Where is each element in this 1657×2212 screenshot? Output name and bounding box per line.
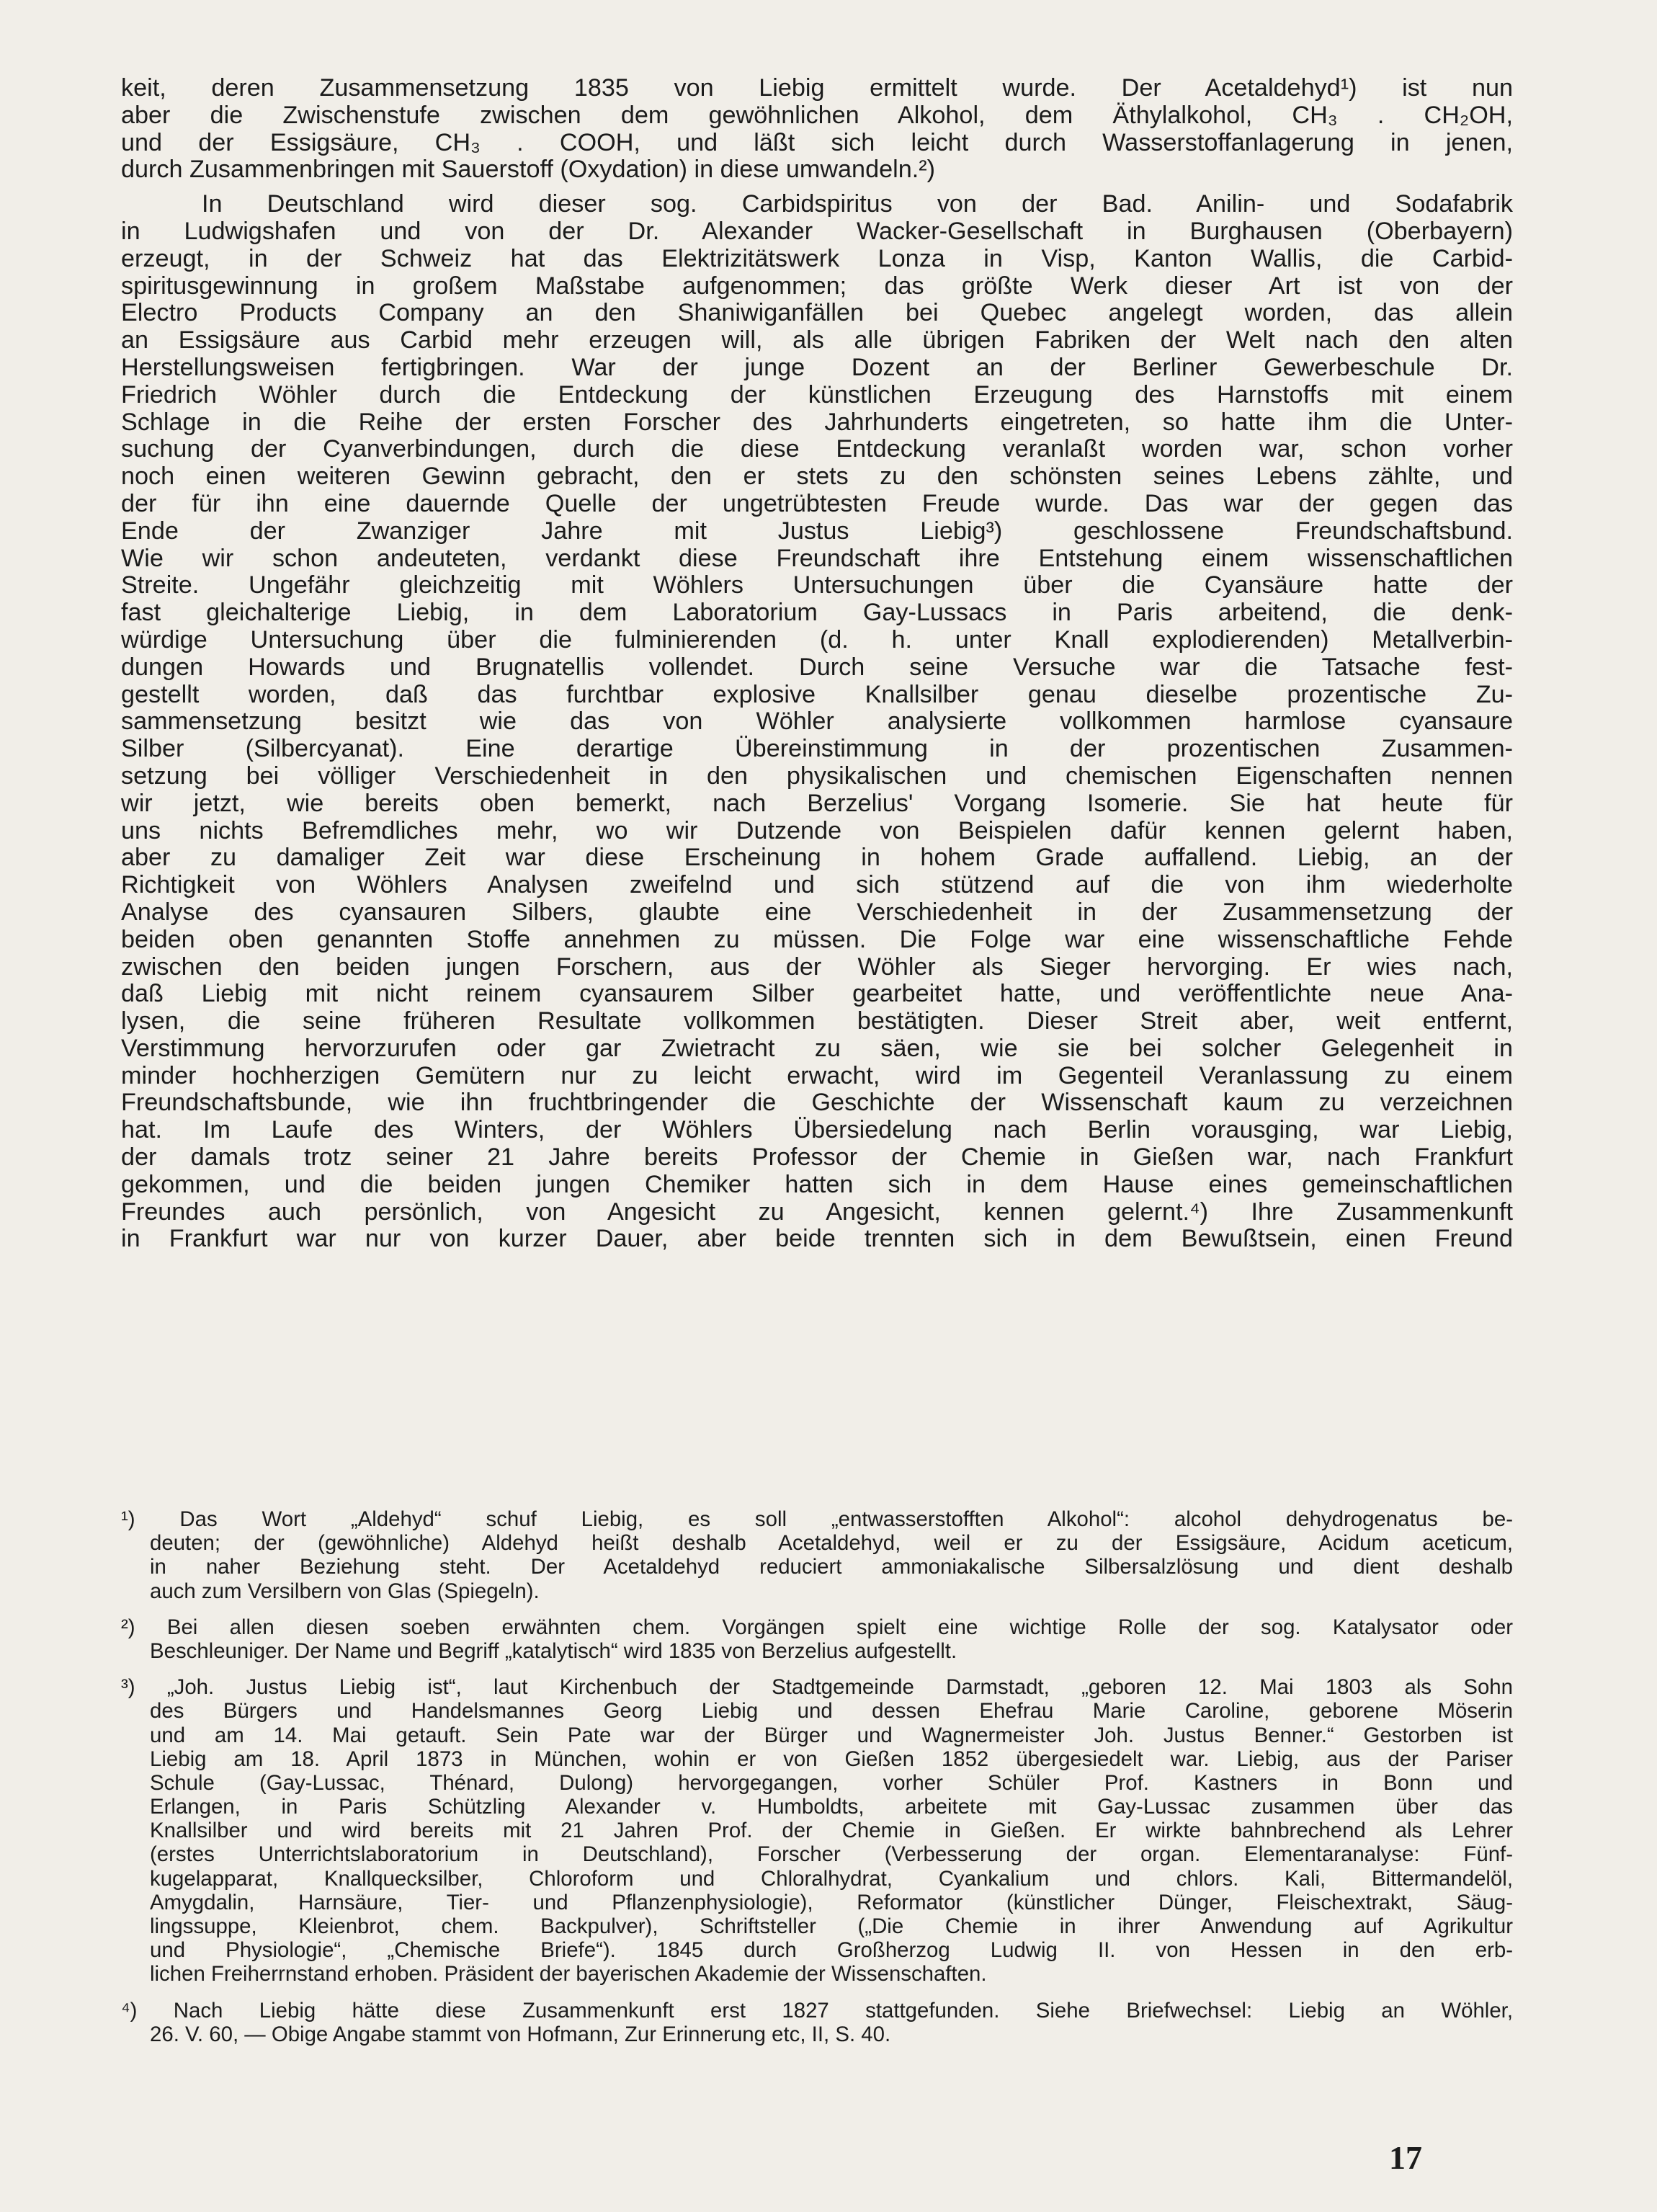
text-line: Richtigkeit von Wöhlers Analysen zweifelnd und sich stützend auf die von ihm wiederholte xyxy=(121,872,1513,899)
footnote-2 xyxy=(121,1615,1513,1663)
footnote-line: und Physiologie“, „Chemische Briefe“). 1845 durch Großherzog Ludwig II. von Hessen in den erb- xyxy=(150,1938,1513,1963)
footnote-3 xyxy=(121,1675,1513,1986)
footnote-line: Amygdalin, Harnsäure, Tier- und Pflanzenphysiologie), Reformator (künstlicher Dünger, Fleischextrakt, Säug- xyxy=(150,1890,1513,1914)
page-number: 17 xyxy=(1389,2139,1422,2176)
footnote-line: Liebig am 18. April 1873 in München, wohin er von Gießen 1852 übergesiedelt war. Liebig, aus der Pariser xyxy=(150,1747,1513,1771)
text-line: Streite. Ungefähr gleichzeitig mit Wöhlers Untersuchungen über die Cyansäure hatte der xyxy=(121,572,1513,599)
footnote-line: ²) Bei allen diesen soeben erwähnten chem. Vorgängen spielt eine wichtige Rolle der sog. Katalysator oder xyxy=(121,1615,1513,1639)
text-line: durch Zusammenbringen mit Sauerstoff (Oxydation) in diese umwandeln.²) xyxy=(121,156,935,184)
footnote-line: ⁴) Nach Liebig hätte diese Zusammenkunft erst 1827 stattgefunden. Siehe Briefwechsel: Liebig an Wöhler, xyxy=(121,1998,1513,2023)
text-line: sammensetzung besitzt wie das von Wöhler analysierte vollkommen harmlose cyansaure xyxy=(121,708,1513,736)
footnote-line: Knallsilber und wird bereits mit 21 Jahren Prof. der Chemie in Gießen. Er wirkte bahnbrechend als Lehrer xyxy=(150,1819,1513,1843)
footnote-line: Erlangen, in Paris Schützling Alexander v. Humboldts, arbeitete mit Gay-Lussac zusammen über das xyxy=(150,1795,1513,1819)
text-line: erzeugt, in der Schweiz hat das Elektrizitätswerk Lonza in Visp, Kanton Wallis, die Carbid- xyxy=(121,245,1513,272)
footnote-line: 26. V. 60, — Obige Angabe stammt von Hofmann, Zur Erinnerung etc, II, S. 40. xyxy=(150,2022,891,2046)
text-line: hat. Im Laufe des Winters, der Wöhlers Übersiedelung nach Berlin vorausging, war Liebig, xyxy=(121,1117,1513,1144)
text-line: und der Essigsäure, CH₃ . COOH, und läßt sich leicht durch Wasserstoffanlagerung in jenen, xyxy=(121,129,1513,156)
footnote-line: lichen Freiherrnstand erhoben. Präsident der bayerischen Akademie der Wissenschaften. xyxy=(150,1962,987,1986)
footnote-line: lingssuppe, Kleienbrot, chem. Backpulver), Schriftsteller („Die Chemie in ihrer Anwendung auf Agrikultur xyxy=(150,1914,1513,1939)
text-line: Silber (Silbercyanat). Eine derartige Übereinstimmung in der prozentischen Zusammen- xyxy=(121,736,1513,763)
text-line: Freundes auch persönlich, von Angesicht zu Angesicht, kennen gelernt.⁴) Ihre Zusammenkunft xyxy=(121,1198,1513,1226)
text-line: keit, deren Zusammensetzung 1835 von Liebig ermittelt wurde. Der Acetaldehyd¹) ist nun xyxy=(121,75,1513,102)
text-line: in Ludwigshafen und von der Dr. Alexander Wacker-Gesellschaft in Burghausen (Oberbayern) xyxy=(121,218,1513,245)
text-line: der damals trotz seiner 21 Jahre bereits Professor der Chemie in Gießen war, nach Frankfurt xyxy=(121,1144,1513,1172)
footnote-line: Beschleuniger. Der Name und Begriff „katalytisch“ wird 1835 von Berzelius aufgestellt. xyxy=(150,1638,957,1663)
text-line: Electro Products Company an den Shaniwiganfällen bei Quebec angelegt worden, das allein xyxy=(121,300,1513,327)
footnote-line: Schule (Gay-Lussac, Thénard, Dulong) hervorgegangen, vorher Schüler Prof. Kastners in Bonn und xyxy=(150,1770,1513,1795)
text-line: daß Liebig mit nicht reinem cyansaurem Silber gearbeitet hatte, und veröffentlichte neue Ana- xyxy=(121,981,1513,1008)
footnote-4 xyxy=(121,1999,1513,2046)
text-line: noch einen weiteren Gewinn gebracht, den er stets zu den schönsten seines Lebens zählte, und xyxy=(121,463,1513,491)
text-line: setzung bei völliger Verschiedenheit in den physikalischen und chemischen Eigenschaften nennen xyxy=(121,762,1513,790)
footnote-line: ¹) Das Wort „Aldehyd“ schuf Liebig, es soll „entwasserstofften Alkohol“: alcohol dehydrogenatus be- xyxy=(121,1507,1513,1531)
footnote-line: und am 14. Mai getauft. Sein Pate war der Bürger und Wagnermeister Joh. Justus Benner.“ Gestorben ist xyxy=(150,1723,1513,1747)
text-line: minder hochherzigen Gemütern nur zu leicht erwacht, wird im Gegenteil Veranlassung zu einem xyxy=(121,1062,1513,1089)
footnote-line: des Bürgers und Handelsmannes Georg Liebig und dessen Ehefrau Marie Caroline, geborene Möserin xyxy=(150,1699,1513,1723)
text-line: Ende der Zwanziger Jahre mit Justus Liebig³) geschlossene Freundschaftsbund. xyxy=(121,517,1513,545)
text-line: spiritusgewinnung in großem Maßstabe aufgenommen; das größte Werk dieser Art ist von der xyxy=(121,272,1513,300)
footnotes xyxy=(121,1507,1513,2059)
text-line: Wie wir schon andeuteten, verdankt diese Freundschaft ihre Entstehung einem wissenschaftlichen xyxy=(121,545,1513,572)
text-line: wir jetzt, wie bereits oben bemerkt, nach Berzelius' Vorgang Isomerie. Sie hat heute für xyxy=(121,790,1513,817)
footnote-line: auch zum Versilbern von Glas (Spiegeln). xyxy=(150,1579,540,1603)
text-line: Friedrich Wöhler durch die Entdeckung der künstlichen Erzeugung des Harnstoffs mit einem xyxy=(121,381,1513,409)
text-line: gekommen, und die beiden jungen Chemiker hatten sich in dem Hause eines gemeinschaftlichen xyxy=(121,1171,1513,1198)
footnote-line: in naher Beziehung steht. Der Acetaldehyd reduciert ammoniakalische Silbersalzlösung und dient deshalb xyxy=(150,1555,1513,1579)
footnote-1 xyxy=(121,1507,1513,1603)
footnote-line: deuten; der (gewöhnliche) Aldehyd heißt deshalb Acetaldehyd, weil er zu der Essigsäure, Acidum aceticum, xyxy=(150,1531,1513,1556)
text-line: an Essigsäure aus Carbid mehr erzeugen will, als alle übrigen Fabriken der Welt nach den alten xyxy=(121,327,1513,354)
text-line: der für ihn eine dauernde Quelle der ungetrübtesten Freude wurde. Das war der gegen das xyxy=(121,490,1513,517)
text-line: aber die Zwischenstufe zwischen dem gewöhnlichen Alkohol, dem Äthylalkohol, CH₃ . CH₂OH, xyxy=(121,102,1513,129)
text-line: zwischen den beiden jungen Forschern, aus der Wöhler als Sieger hervorging. Er wies nach, xyxy=(121,953,1513,981)
text-line: Analyse des cyansauren Silbers, glaubte eine Verschiedenheit in der Zusammensetzung der xyxy=(121,898,1513,926)
text-line: gestellt worden, daß das furchtbar explosive Knallsilber genau dieselbe prozentische Zu- xyxy=(121,681,1513,708)
text-line: Schlage in die Reihe der ersten Forscher des Jahrhunderts eingetreten, so hatte ihm die Unter- xyxy=(121,409,1513,436)
text-line: Herstellungsweisen fertigbringen. War der junge Dozent an der Berliner Gewerbeschule Dr. xyxy=(121,354,1513,381)
footnote-line: (erstes Unterrichtslaboratorium in Deutschland), Forscher (Verbesserung der organ. Elementaranalyse: Fünf- xyxy=(150,1842,1513,1867)
text-line: lysen, die seine früheren Resultate vollkommen bestätigten. Dieser Streit aber, weit entfernt, xyxy=(121,1008,1513,1035)
text-line: Freundschaftsbunde, wie ihn fruchtbringender die Geschichte der Wissenschaft kaum zu verzeichnen xyxy=(121,1089,1513,1117)
text-line: fast gleichalterige Liebig, in dem Laboratorium Gay-Lussacs in Paris arbeitend, die denk- xyxy=(121,599,1513,627)
text-line: aber zu damaliger Zeit war diese Erscheinung in hohem Grade auffallend. Liebig, an der xyxy=(121,844,1513,872)
footnote-line: ³) „Joh. Justus Liebig ist“, laut Kirchenbuch der Stadtgemeinde Darmstadt, „geboren 12. Mai 1803 als Sohn xyxy=(121,1675,1513,1700)
text-line: beiden oben genannten Stoffe annehmen zu müssen. Die Folge war eine wissenschaftliche Fehde xyxy=(121,926,1513,953)
text-line: dungen Howards und Brugnatellis vollendet. Durch seine Versuche war die Tatsache fest- xyxy=(121,654,1513,681)
footnote-line: kugelapparat, Knallquecksilber, Chloroform und Chloralhydrat, Cyankalium und chlors. Kali, Bittermandelöl, xyxy=(150,1866,1513,1891)
text-line: suchung der Cyanverbindungen, durch die diese Entdeckung veranlaßt worden war, schon vorher xyxy=(121,436,1513,463)
text-line: uns nichts Befremdliches mehr, wo wir Dutzende von Beispielen dafür kennen gelernt haben, xyxy=(121,817,1513,844)
text-line: würdige Untersuchung über die fulminierenden (d. h. unter Knall explodierenden) Metallverbin- xyxy=(121,626,1513,654)
text-line: in Frankfurt war nur von kurzer Dauer, aber beide trennten sich in dem Bewußtsein, einen Freund xyxy=(121,1226,1513,1253)
main-text xyxy=(121,75,1513,1280)
text-line xyxy=(121,1253,1513,1280)
text-line: Verstimmung hervorzurufen oder gar Zwietracht zu säen, wie sie bei solcher Gelegenheit in xyxy=(121,1035,1513,1062)
text-line: In Deutschland wird dieser sog. Carbidspiritus von der Bad. Anilin- und Sodafabrik xyxy=(202,191,1513,218)
